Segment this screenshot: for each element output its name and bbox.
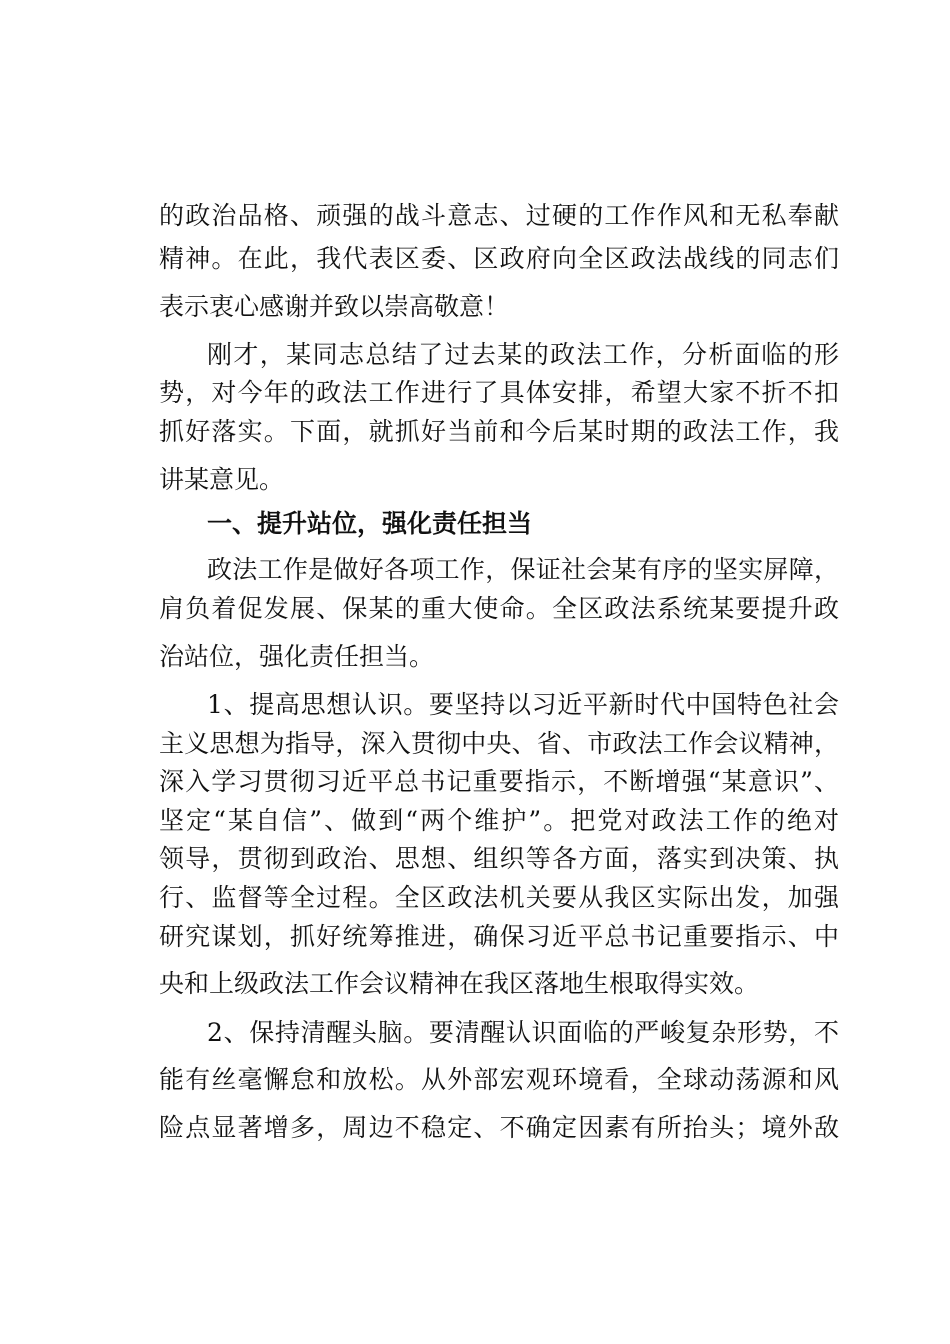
paragraph-line: 主义思想为指导，深入贯彻中央、省、市政法工作会议精神， (159, 729, 839, 758)
paragraph-line: 深入学习贯彻习近平总书记重要指示，不断增强“某意识”、 (159, 767, 839, 796)
paragraph-line: 精神。在此，我代表区委、区政府向全区政法战线的同志们 (159, 244, 839, 273)
paragraph-line: 央和上级政法工作会议精神在我区落地生根取得实效。 (159, 969, 760, 998)
paragraph-line: 刚才，某同志总结了过去某的政法工作，分析面临的形 (207, 340, 839, 369)
paragraph-line: 领导，贯彻到政治、思想、组织等各方面，落实到决策、执 (159, 844, 839, 873)
paragraph-line: 政法工作是做好各项工作，保证社会某有序的坚实屏障， (207, 555, 839, 584)
paragraph-line: 讲某意见。 (159, 465, 285, 494)
paragraph-line: 行、监督等全过程。全区政法机关要从我区实际出发，加强 (159, 883, 839, 912)
paragraph-line: 治站位，强化责任担当。 (159, 642, 435, 671)
paragraph-line: 表示衷心感谢并致以崇高敬意！ (159, 292, 510, 321)
paragraph-line: 坚定“某自信”、做到“两个维护”。把党对政法工作的绝对 (159, 806, 839, 835)
paragraph-line: 险点显著增多，周边不稳定、不确定因素有所抬头；境外敌 (159, 1113, 839, 1142)
paragraph-line: 的政治品格、顽强的战斗意志、过硬的工作作风和无私奉献 (159, 201, 839, 230)
paragraph-line: 抓好落实。下面，就抓好当前和今后某时期的政法工作，我 (159, 417, 839, 446)
paragraph-line: 势，对今年的政法工作进行了具体安排，希望大家不折不扣 (159, 378, 839, 407)
section-heading: 一、提升站位，强化责任担当 (207, 509, 533, 538)
paragraph-line: 2、保持清醒头脑。要清醒认识面临的严峻复杂形势，不 (207, 1018, 839, 1047)
paragraph-line: 研究谋划，抓好统筹推进，确保习近平总书记重要指示、中 (159, 922, 839, 951)
paragraph-line: 肩负着促发展、保某的重大使命。全区政法系统某要提升政 (159, 594, 839, 623)
paragraph-line: 能有丝毫懈怠和放松。从外部宏观环境看，全球动荡源和风 (159, 1065, 839, 1094)
paragraph-line: 1、提高思想认识。要坚持以习近平新时代中国特色社会 (207, 690, 839, 719)
